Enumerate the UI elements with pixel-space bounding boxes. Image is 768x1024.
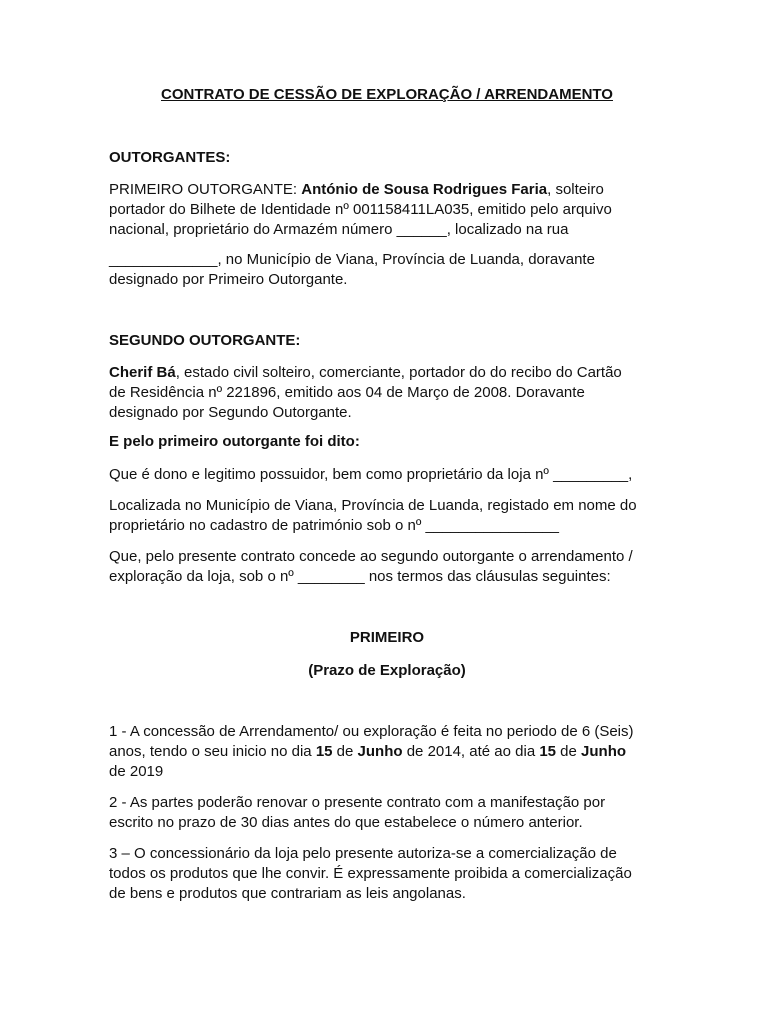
primeiro-line-1 <box>109 180 665 200</box>
document-title: CONTRATO DE CESSÃO DE EXPLORAÇÃO / ARRENDAMENTO <box>161 86 613 103</box>
segundo-outorgante-heading: SEGUNDO OUTORGANTE: <box>109 332 301 349</box>
clause-3-line-2: todos os produtos que lhe convir. É expressamente proibida a comercialização <box>109 865 632 882</box>
clause-1-line-2 <box>109 742 665 762</box>
clause-1-line-1: 1 - A concessão de Arrendamento/ ou exploração é feita no periodo de 6 (Seis) <box>109 723 634 740</box>
primeiro-line-4: _____________, no Município de Viana, Província de Luanda, doravante <box>109 251 595 268</box>
clause-3 <box>109 844 665 904</box>
clause-1-de-2: de <box>556 743 582 760</box>
clause-2-line-1: 2 - As partes poderão renovar o presente contrato com a manifestação por <box>109 794 606 811</box>
segundo-line1-rest: , estado civil solteiro, comerciante, portador do do recibo do Cartão <box>175 364 622 381</box>
primeiro-line-2: portador do Bilhete de Identidade nº 001158411LA035, emitido pelo arquivo <box>109 201 612 218</box>
clause-1 <box>109 722 665 782</box>
clause-1-line-3: de 2019 <box>109 763 164 780</box>
start-month: Junho <box>357 743 403 760</box>
clause-3-line-3: de bens e produtos que contrariam as leis angolanas. <box>109 885 466 902</box>
segundo-line-3: designado por Segundo Outorgante. <box>109 404 352 421</box>
que-pelo-paragraph <box>109 547 665 587</box>
clause-1-de-1: de <box>332 743 358 760</box>
primeiro-outorgante-paragraph <box>109 180 665 240</box>
dito-heading: E pelo primeiro outorgante foi dito: <box>109 433 360 450</box>
primeiro-line-5: designado por Primeiro Outorgante. <box>109 271 348 288</box>
primeiro-outorgante-continuation <box>109 250 665 290</box>
localizada-line-1: Localizada no Município de Viana, Província de Luanda, registado em nome do <box>109 497 637 514</box>
primeiro-name: António de Sousa Rodrigues Faria <box>301 181 548 198</box>
clause-2 <box>109 793 665 833</box>
section-heading-primeiro: PRIMEIRO <box>349 629 425 646</box>
que-pelo-line-2: exploração da loja, sob o nº ________ nos termos das cláusulas seguintes: <box>109 568 611 585</box>
primeiro-line1-rest: , solteiro <box>547 181 604 198</box>
segundo-name: Cherif Bá <box>109 364 176 381</box>
outorgantes-heading: OUTORGANTES: <box>109 149 231 166</box>
clause-3-line-1: 3 – O concessionário da loja pelo presente autoriza-se a comercialização de <box>109 845 617 862</box>
clause-2-line-2: escrito no prazo de 30 dias antes do que estabelece o número anterior. <box>109 814 583 831</box>
localizada-paragraph <box>109 496 665 536</box>
primeiro-label: PRIMEIRO OUTORGANTE: <box>109 181 302 198</box>
segundo-line-1 <box>109 363 665 383</box>
start-day: 15 <box>315 743 333 760</box>
section-subheading-prazo: (Prazo de Exploração) <box>308 662 466 679</box>
que-dono-paragraph: Que é dono e legitimo possuidor, bem como proprietário da loja nº _________, <box>109 466 633 483</box>
end-month: Junho <box>581 743 627 760</box>
primeiro-line-3: nacional, proprietário do Armazém número ______, localizado na rua <box>109 221 569 238</box>
segundo-line-2: de Residência nº 221896, emitido aos 04 de Março de 2008. Doravante <box>109 384 585 401</box>
localizada-line-2: proprietário no cadastro de património sob o nº ________________ <box>109 517 559 534</box>
segundo-outorgante-paragraph <box>109 363 665 423</box>
clause-1-text-b: de 2014, até ao dia <box>402 743 540 760</box>
que-pelo-line-1: Que, pelo presente contrato concede ao segundo outorgante o arrendamento / <box>109 548 633 565</box>
clause-1-text-a: anos, tendo o seu inicio no dia <box>109 743 316 760</box>
end-day: 15 <box>539 743 557 760</box>
